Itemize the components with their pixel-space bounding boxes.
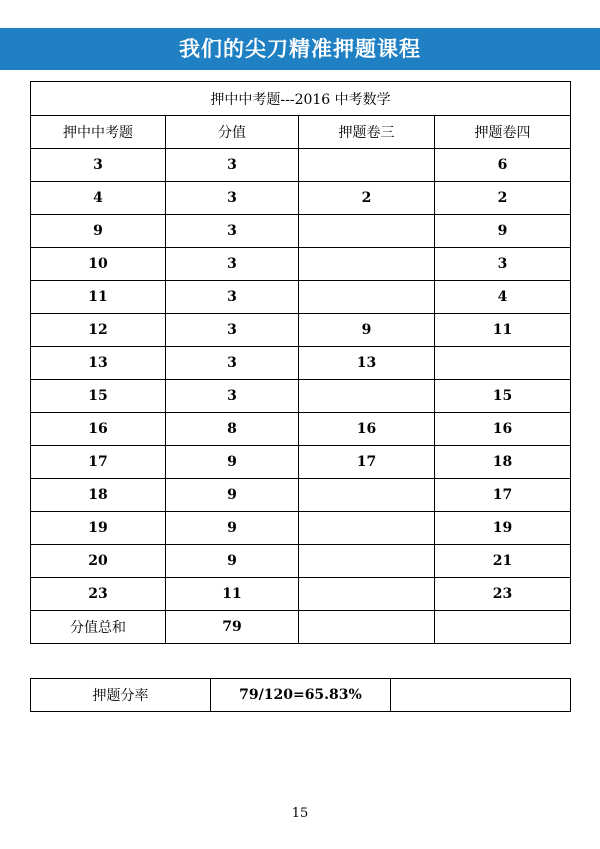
header-cell: 押题卷三 xyxy=(299,116,435,149)
table-row xyxy=(31,413,571,446)
rate-extra xyxy=(391,679,571,712)
table-cell: 18 xyxy=(435,446,571,479)
table-cell xyxy=(435,611,571,644)
table-caption-row xyxy=(31,82,571,116)
table-cell xyxy=(299,215,435,248)
table-cell: 19 xyxy=(435,512,571,545)
table-cell xyxy=(299,281,435,314)
table-cell: 8 xyxy=(166,413,299,446)
table-cell: 11 xyxy=(435,314,571,347)
table-cell xyxy=(299,545,435,578)
page-number: 15 xyxy=(291,806,309,821)
table-cell xyxy=(299,578,435,611)
table-cell: 2 xyxy=(435,182,571,215)
table-cell: 19 xyxy=(31,512,166,545)
table-cell: 9 xyxy=(435,215,571,248)
table-cell: 3 xyxy=(166,182,299,215)
table-cell: 15 xyxy=(435,380,571,413)
table-row xyxy=(31,248,571,281)
rate-row xyxy=(31,679,571,712)
table-cell: 20 xyxy=(31,545,166,578)
rate-value: 79/120=65.83% xyxy=(211,679,391,712)
table-cell xyxy=(299,479,435,512)
table-cell: 17 xyxy=(31,446,166,479)
table-cell: 2 xyxy=(299,182,435,215)
table-caption: 押中中考题---2016 中考数学 xyxy=(31,82,571,116)
header-cell: 押题卷四 xyxy=(435,116,571,149)
table-cell: 3 xyxy=(166,215,299,248)
table-cell: 11 xyxy=(166,578,299,611)
table-cell: 21 xyxy=(435,545,571,578)
header-cell: 押中中考题 xyxy=(31,116,166,149)
table-row xyxy=(31,512,571,545)
table-cell: 9 xyxy=(166,512,299,545)
table-cell xyxy=(299,248,435,281)
rate-table xyxy=(30,678,571,712)
table-cell: 23 xyxy=(31,578,166,611)
table-cell xyxy=(299,149,435,182)
table-cell: 4 xyxy=(435,281,571,314)
table-row xyxy=(31,380,571,413)
table-cell: 4 xyxy=(31,182,166,215)
table-header-row xyxy=(31,116,571,149)
table-cell: 3 xyxy=(166,314,299,347)
table-cell xyxy=(299,611,435,644)
table-row xyxy=(31,611,571,644)
table-cell: 13 xyxy=(299,347,435,380)
table-row xyxy=(31,215,571,248)
table-cell: 6 xyxy=(435,149,571,182)
table-cell: 15 xyxy=(31,380,166,413)
table-cell: 16 xyxy=(435,413,571,446)
table-row xyxy=(31,446,571,479)
table-cell: 79 xyxy=(166,611,299,644)
table-cell: 3 xyxy=(31,149,166,182)
table-cell: 9 xyxy=(31,215,166,248)
table-cell: 16 xyxy=(299,413,435,446)
banner-title: 我们的尖刀精准押题课程 xyxy=(0,28,600,70)
table-cell: 17 xyxy=(435,479,571,512)
table-row xyxy=(31,149,571,182)
table-cell: 12 xyxy=(31,314,166,347)
table-cell: 10 xyxy=(31,248,166,281)
table-row xyxy=(31,314,571,347)
table-row xyxy=(31,347,571,380)
table-cell: 9 xyxy=(299,314,435,347)
table-cell: 3 xyxy=(435,248,571,281)
table-cell xyxy=(299,512,435,545)
table-cell: 3 xyxy=(166,347,299,380)
table-cell: 分值总和 xyxy=(31,611,166,644)
table-cell: 23 xyxy=(435,578,571,611)
table-cell: 3 xyxy=(166,149,299,182)
table-row xyxy=(31,578,571,611)
table-cell: 9 xyxy=(166,479,299,512)
table-cell: 13 xyxy=(31,347,166,380)
table-cell: 9 xyxy=(166,446,299,479)
table-cell: 16 xyxy=(31,413,166,446)
header-cell: 分值 xyxy=(166,116,299,149)
table-cell: 3 xyxy=(166,281,299,314)
table-cell xyxy=(435,347,571,380)
table-row xyxy=(31,479,571,512)
table-cell: 18 xyxy=(31,479,166,512)
rate-label: 押题分率 xyxy=(31,679,211,712)
table-row xyxy=(31,545,571,578)
table-cell: 3 xyxy=(166,248,299,281)
table-cell: 3 xyxy=(166,380,299,413)
score-table xyxy=(30,81,571,644)
table-cell: 9 xyxy=(166,545,299,578)
table-cell xyxy=(299,380,435,413)
table-row xyxy=(31,182,571,215)
table-cell: 11 xyxy=(31,281,166,314)
table-cell: 17 xyxy=(299,446,435,479)
table-row xyxy=(31,281,571,314)
